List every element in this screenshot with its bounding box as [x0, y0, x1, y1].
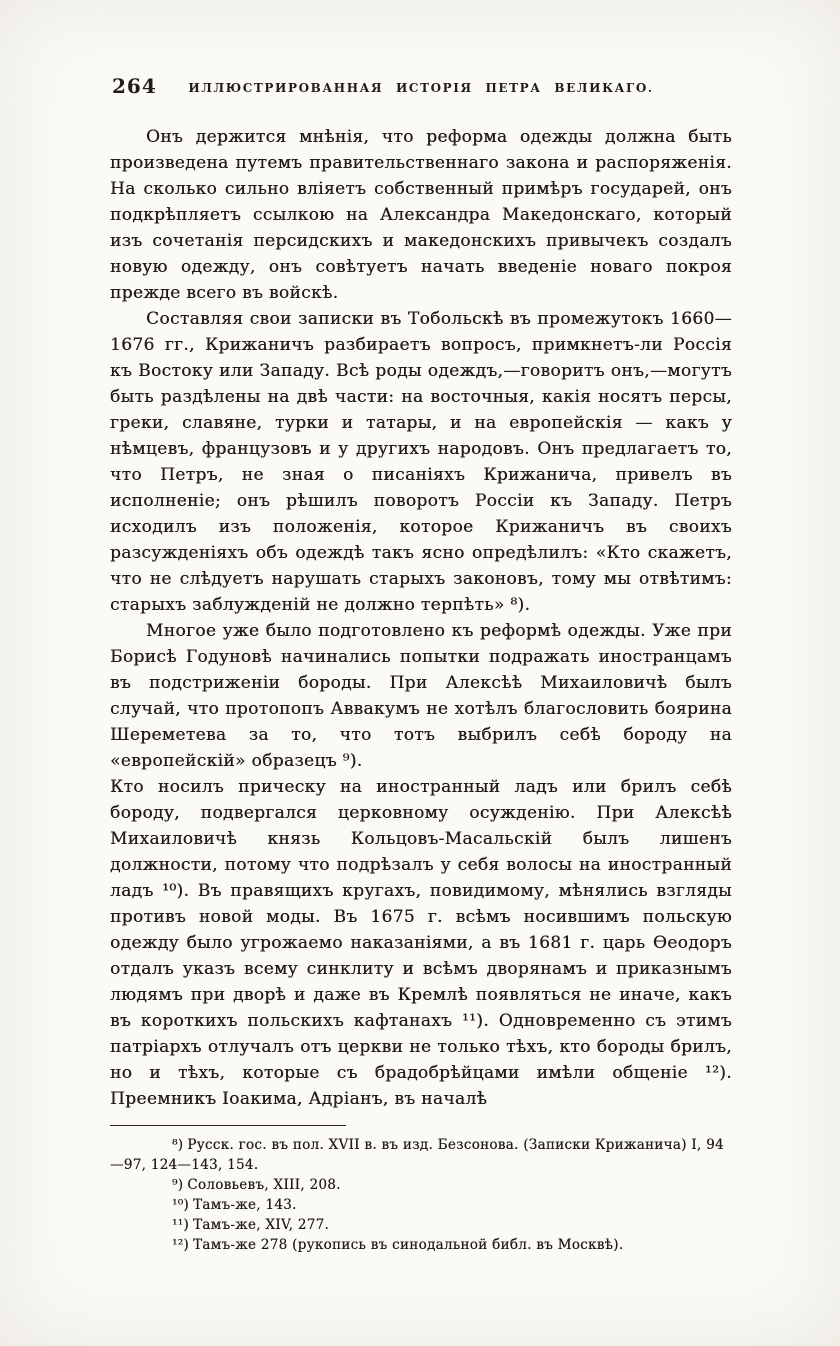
- footnote-text: Русск. гос. въ пол. XVII в. въ изд. Безсонова. (Записки Крижанича) I, 94—97, 124—143, 154.: [110, 1137, 724, 1173]
- paragraph: Кто носилъ прическу на иностранный ладъ или брилъ себѣ бороду, подвергался церковному осужденію. При Алексѣѣ Михаиловичѣ князь Кольцовъ-Масальскій былъ лишенъ должности, потому что подрѣзалъ у себя волосы на иностранный ладъ ¹⁰). Въ правящихъ кругахъ, повидимому, мѣнялись взгляды противъ новой моды. Въ 1675 г. всѣмъ носившимъ польскую одежду было угрожаемо наказаніями, а въ 1681 г. царь Ѳеодоръ отдалъ указъ всему синклиту и всѣмъ дворянамъ и приказнымъ людямъ при дворѣ и даже въ Кремлѣ появляться не иначе, какъ въ короткихъ польскихъ кафтанахъ ¹¹). Одновременно съ этимъ патріархъ отлучалъ отъ церкви не только тѣхъ, кто бороды брилъ, но и тѣхъ, которые съ брадобрѣйцами имѣли общеніе ¹²). Преемникъ Іоакима, Адріанъ, въ началѣ: [110, 777, 732, 1109]
- footnote-marker: ¹¹): [172, 1217, 189, 1233]
- footnote-marker: ⁸): [172, 1137, 184, 1153]
- footnote-text: Тамъ-же, XIV, 277.: [193, 1217, 330, 1233]
- footnote-text: Соловьевъ, XIII, 208.: [187, 1177, 341, 1193]
- footnote: [110, 1195, 732, 1215]
- paragraph: Онъ держится мнѣнія, что реформа одежды должна быть произведена путемъ правительственнаго закона и распоряженія. На сколько сильно вліяетъ собственный примѣръ государей, онъ подкрѣпляетъ ссылкою на Александра Македонскаго, который изъ сочетанія персидскихъ и македонскихъ привычекъ создалъ новую одежду, онъ совѣтуетъ начать введеніе новаго покроя прежде всего въ войскѣ.: [110, 127, 732, 303]
- running-title: ИЛЛЮСТРИРОВАННАЯ ИСТОРІЯ ПЕТРА ВЕЛИКАГО.: [188, 81, 654, 95]
- footnote: [110, 1215, 732, 1235]
- footnote-divider: [110, 1125, 346, 1126]
- footnotes: [110, 1135, 732, 1255]
- footnote: [110, 1175, 732, 1195]
- paragraph: Многое уже было подготовлено къ реформѣ одежды. Уже при Борисѣ Годуновѣ начинались попытки подражать иностранцамъ въ подстриженіи бороды. При Алексѣѣ Михаиловичѣ былъ случай, что протопопъ Аввакумъ не хотѣлъ благословить боярина Шереметева за то, что тотъ выбрилъ себѣ бороду на «европейскій» образецъ ⁹).: [110, 621, 732, 771]
- body-text: [110, 124, 732, 1255]
- footnote-text: Тамъ-же, 143.: [193, 1197, 297, 1213]
- footnote-text: Тамъ-же 278 (рукопись въ синодальной библ. въ Москвѣ).: [193, 1237, 624, 1253]
- footnote-marker: ⁹): [172, 1177, 184, 1193]
- page-header: [110, 74, 732, 104]
- footnote: [110, 1235, 732, 1255]
- footnote-marker: ¹⁰): [172, 1197, 189, 1213]
- page-number: 264: [112, 74, 157, 98]
- footnote: [110, 1135, 732, 1175]
- footnote-marker: ¹²): [172, 1237, 189, 1253]
- paragraph: Составляя свои записки въ Тобольскѣ въ промежутокъ 1660—1676 гг., Крижаничъ разбираетъ вопросъ, примкнетъ-ли Россія къ Востоку или Западу. Всѣ роды одеждъ,—говоритъ онъ,—могутъ быть раздѣлены на двѣ части: на восточныя, какія носятъ персы, греки, славяне, турки и татары, и на европейскія — какъ у нѣмцевъ, французовъ и у другихъ народовъ. Онъ предлагаетъ то, что Петръ, не зная о писаніяхъ Крижанича, привелъ въ исполненіе; онъ рѣшилъ поворотъ Россіи къ Западу. Петръ исходилъ изъ положенія, которое Крижаничъ въ своихъ разсужденіяхъ объ одеждѣ такъ ясно опредѣлилъ: «Кто скажетъ, что не слѣдуетъ нарушать старыхъ законовъ, тому мы отвѣтимъ: старыхъ заблужденій не должно терпѣть» ⁸).: [110, 309, 732, 615]
